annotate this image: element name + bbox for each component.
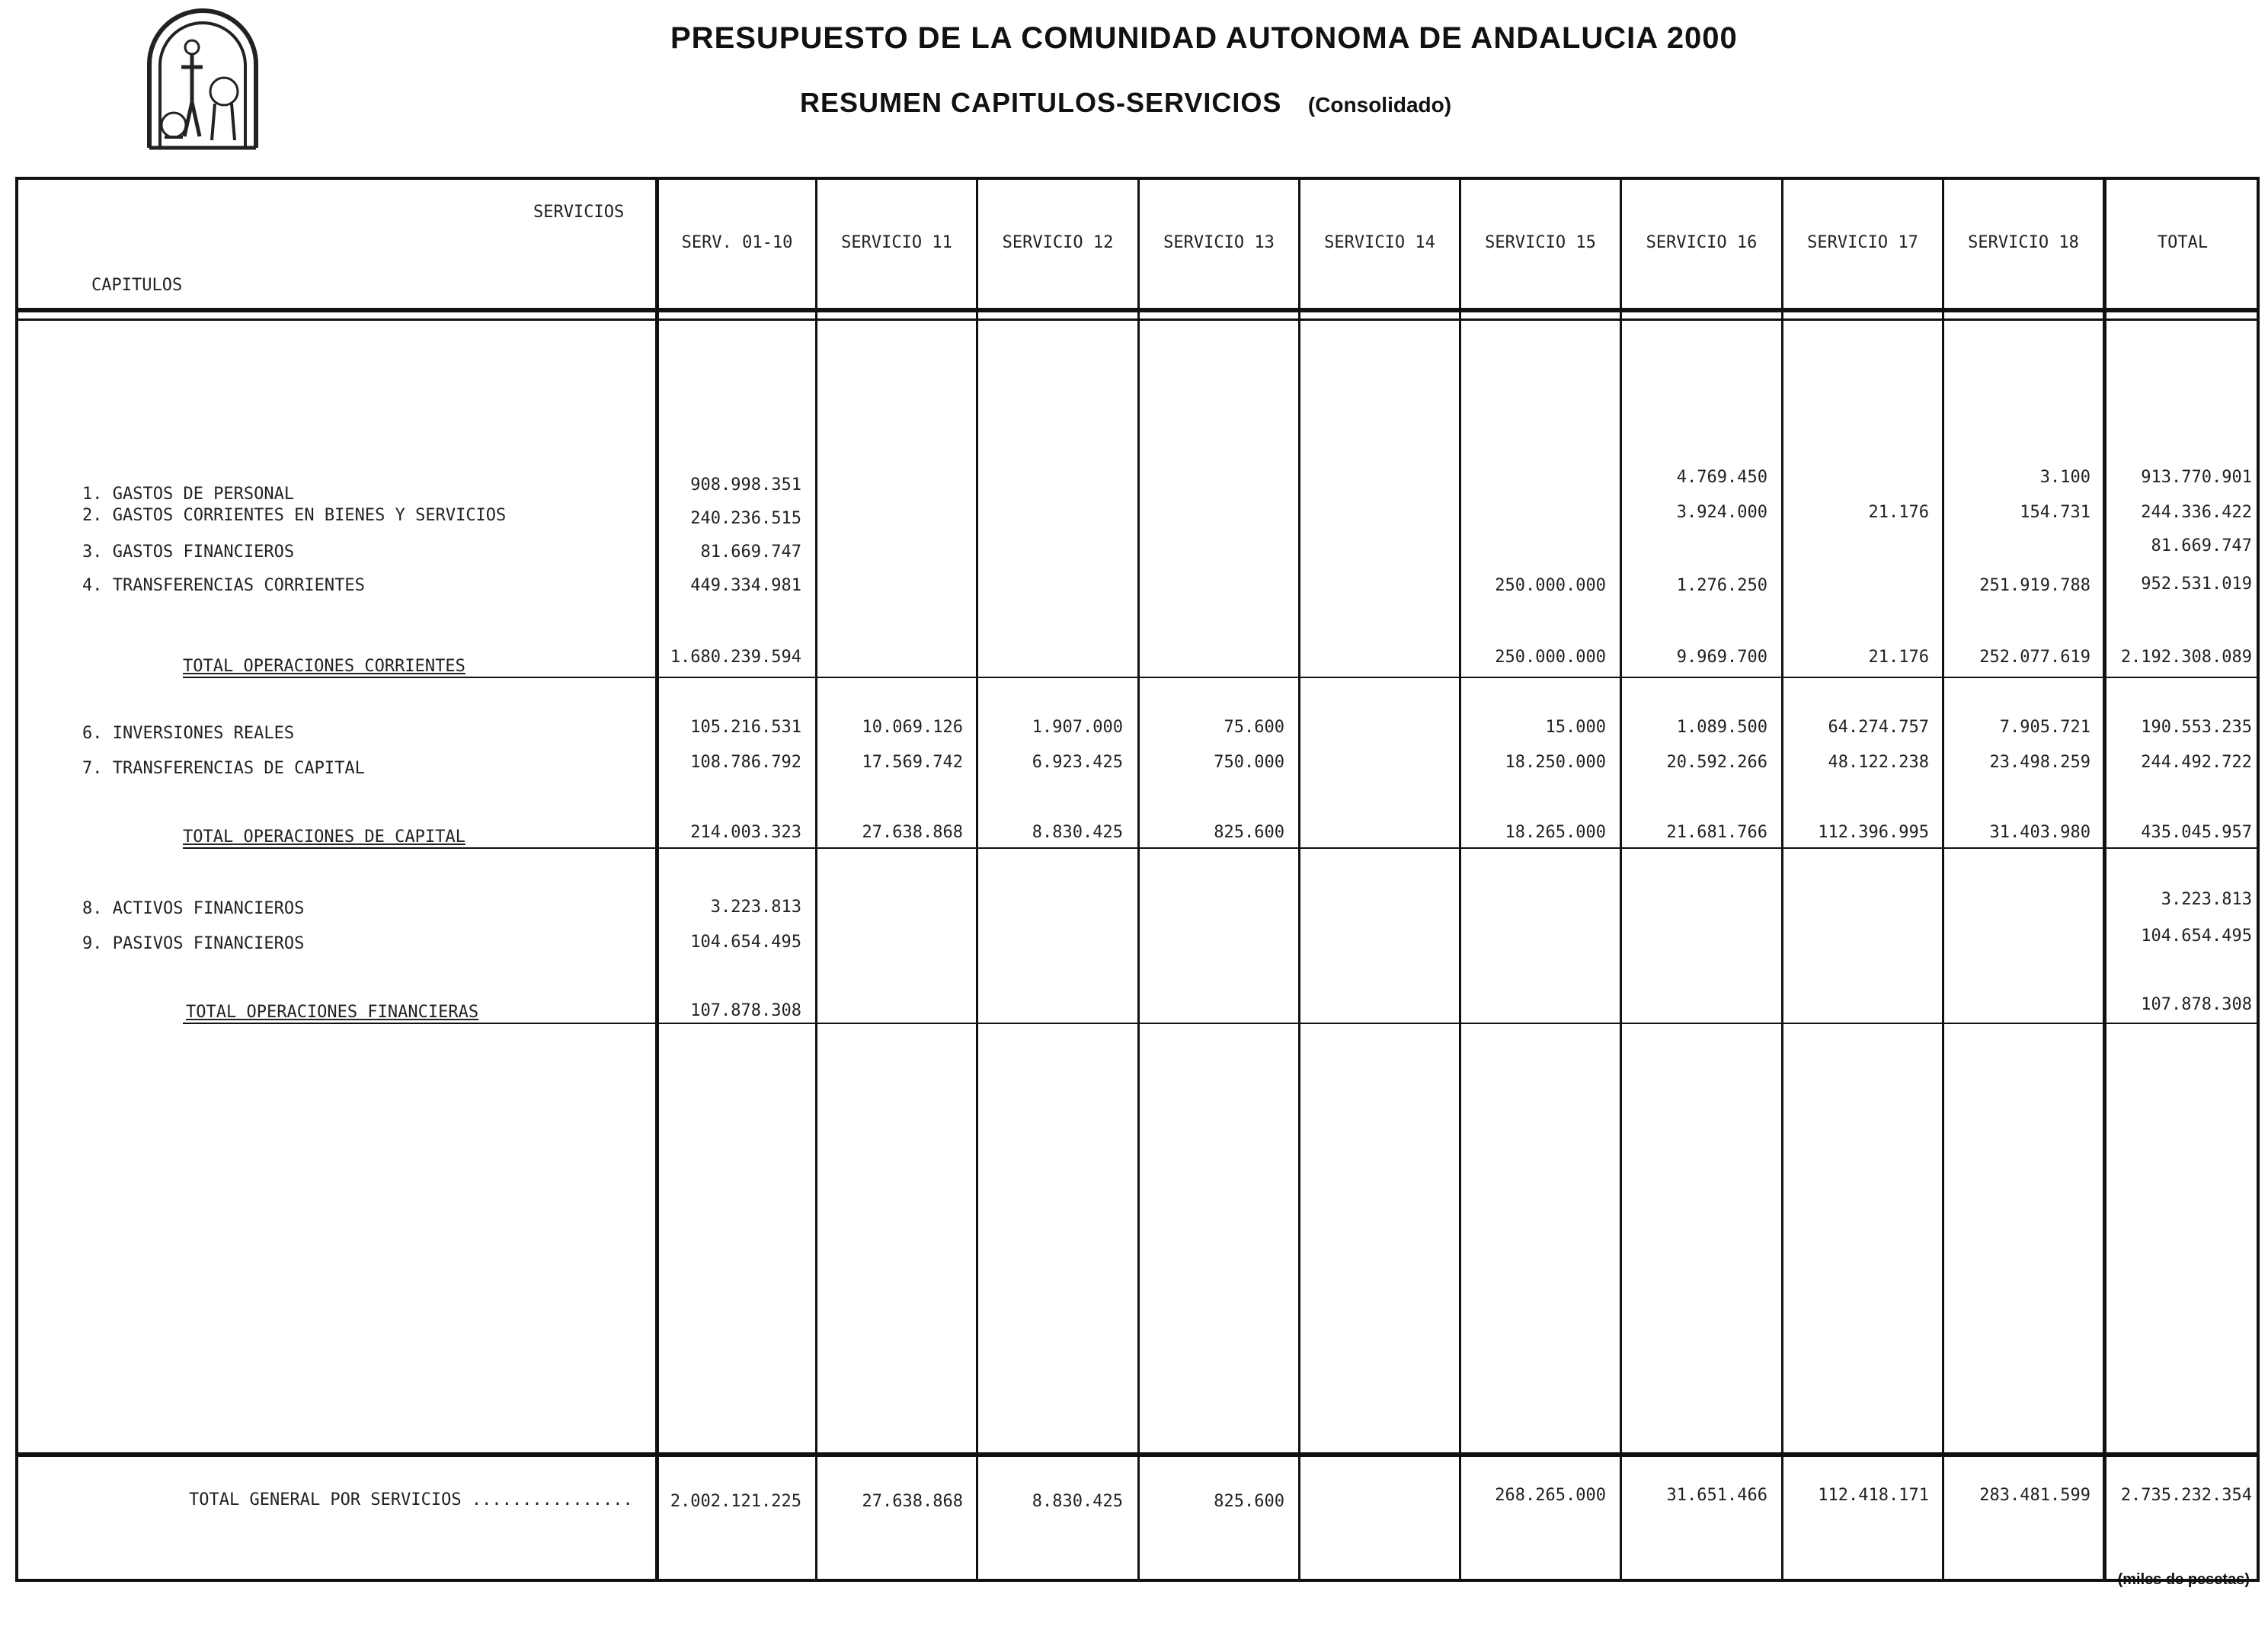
column-header: SERVICIO 14 — [1324, 233, 1435, 252]
column-header: SERVICIO 11 — [841, 233, 952, 252]
row-label: TOTAL GENERAL POR SERVICIOS ................ — [189, 1490, 633, 1509]
page-title: PRESUPUESTO DE LA COMUNIDAD AUTONOMA DE ANDALUCIA 2000 — [670, 21, 1738, 55]
row-label: 3. GASTOS FINANCIEROS — [82, 543, 295, 562]
table-cell: 2.192.308.089 — [2120, 648, 2252, 667]
row-label: 4. TRANSFERENCIAS CORRIENTES — [82, 576, 365, 595]
table-cell: 104.654.495 — [2141, 927, 2252, 946]
table-cell: 250.000.000 — [1495, 576, 1606, 595]
column-header: SERVICIO 16 — [1646, 233, 1758, 252]
table-cell: 1.276.250 — [1676, 576, 1767, 595]
table-cell: 825.600 — [1214, 1492, 1284, 1511]
table-cell: 449.334.981 — [690, 576, 801, 595]
table-cell: 268.265.000 — [1495, 1486, 1606, 1505]
table-cell: 81.669.747 — [700, 543, 801, 562]
table-divider — [655, 177, 659, 1582]
table-cell: 112.418.171 — [1818, 1486, 1929, 1505]
table-cell: 64.274.757 — [1828, 718, 1929, 737]
corner-label-capitulos: CAPITULOS — [91, 276, 183, 295]
table-cell: 825.600 — [1214, 823, 1284, 842]
table-cell: 6.923.425 — [1032, 753, 1123, 772]
table-divider — [1781, 177, 1783, 1582]
table-cell: 252.077.619 — [1979, 648, 2090, 667]
table-cell: 1.680.239.594 — [670, 648, 801, 667]
table-cell: 2.735.232.354 — [2120, 1486, 2252, 1505]
table-divider — [976, 177, 978, 1582]
column-header: SERVICIO 13 — [1163, 233, 1275, 252]
table-cell: 108.786.792 — [690, 753, 801, 772]
subtitle-line — [800, 87, 1451, 119]
table-cell: 7.905.721 — [1999, 718, 2090, 737]
table-cell: 2.002.121.225 — [670, 1492, 801, 1511]
table-cell: 244.336.422 — [2141, 503, 2252, 522]
column-header: TOTAL — [2157, 233, 2209, 252]
table-cell: 107.878.308 — [2141, 995, 2252, 1014]
table-divider — [2103, 177, 2106, 1582]
table-cell: 75.600 — [1224, 718, 1284, 737]
row-label: 1. GASTOS DE PERSONAL — [82, 485, 295, 504]
column-header: SERVICIO 18 — [1968, 233, 2079, 252]
table-cell: 1.089.500 — [1676, 718, 1767, 737]
column-header: SERVICIO 15 — [1485, 233, 1596, 252]
table-cell: 21.176 — [1868, 648, 1929, 667]
row-label: 8. ACTIVOS FINANCIEROS — [82, 899, 305, 918]
table-cell: 8.830.425 — [1032, 823, 1123, 842]
table-cell: 15.000 — [1545, 718, 1606, 737]
table-cell: 31.403.980 — [1989, 823, 2090, 842]
table-cell: 750.000 — [1214, 753, 1284, 772]
table-cell: 104.654.495 — [690, 933, 801, 952]
table-cell: 3.100 — [2039, 468, 2090, 487]
table-cell: 190.553.235 — [2141, 718, 2252, 737]
andalucia-coat-of-arms-icon — [142, 3, 264, 152]
table-cell: 105.216.531 — [690, 718, 801, 737]
subtotal-rule — [183, 677, 2260, 678]
header-rule — [15, 308, 2260, 312]
table-cell: 31.651.466 — [1666, 1486, 1767, 1505]
table-cell: 251.919.788 — [1979, 576, 2090, 595]
table-cell: 112.396.995 — [1818, 823, 1929, 842]
table-cell: 20.592.266 — [1666, 753, 1767, 772]
table-divider — [815, 177, 817, 1582]
table-divider — [1298, 177, 1300, 1582]
table-cell: 8.830.425 — [1032, 1492, 1123, 1511]
row-label: TOTAL OPERACIONES FINANCIERAS — [186, 1003, 479, 1022]
table-cell: 18.265.000 — [1505, 823, 1606, 842]
table-cell: 3.924.000 — [1676, 503, 1767, 522]
table-cell: 240.236.515 — [690, 509, 801, 528]
table-cell: 913.770.901 — [2141, 468, 2252, 487]
table-cell: 3.223.813 — [710, 898, 801, 917]
row-label: 7. TRANSFERENCIAS DE CAPITAL — [82, 759, 365, 778]
footer-rule — [15, 1452, 2260, 1457]
table-cell: 48.122.238 — [1828, 753, 1929, 772]
table-cell: 9.969.700 — [1676, 648, 1767, 667]
table-cell: 3.223.813 — [2161, 890, 2252, 909]
table-cell: 18.250.000 — [1505, 753, 1606, 772]
table-cell: 283.481.599 — [1979, 1486, 2090, 1505]
corner-label-servicios: SERVICIOS — [533, 203, 625, 222]
table-divider — [1620, 177, 1622, 1582]
row-label: 6. INVERSIONES REALES — [82, 724, 295, 743]
table-cell: 435.045.957 — [2141, 823, 2252, 842]
table-cell: 250.000.000 — [1495, 648, 1606, 667]
units-note: (miles de pesetas) — [2117, 1571, 2250, 1588]
header-rule — [15, 319, 2260, 321]
table-cell: 908.998.351 — [690, 475, 801, 495]
table-cell: 17.569.742 — [862, 753, 963, 772]
table-cell: 214.003.323 — [690, 823, 801, 842]
table-cell: 4.769.450 — [1676, 468, 1767, 487]
subtitle-note: (Consolidado) — [1307, 93, 1452, 117]
row-label: TOTAL OPERACIONES CORRIENTES — [183, 657, 465, 676]
table-cell: 23.498.259 — [1989, 753, 2090, 772]
table-cell: 952.531.019 — [2141, 575, 2252, 594]
table-divider — [1942, 177, 1944, 1582]
row-label: TOTAL OPERACIONES DE CAPITAL — [183, 828, 465, 847]
column-header: SERV. 01-10 — [681, 233, 793, 252]
subtotal-rule — [183, 847, 2260, 849]
table-cell: 107.878.308 — [690, 1001, 801, 1020]
table-cell: 27.638.868 — [862, 823, 963, 842]
table-divider — [1137, 177, 1140, 1582]
table-cell: 244.492.722 — [2141, 753, 2252, 772]
table-cell: 21.681.766 — [1666, 823, 1767, 842]
column-header: SERVICIO 12 — [1002, 233, 1114, 252]
table-cell: 154.731 — [2020, 503, 2090, 522]
table-cell: 10.069.126 — [862, 718, 963, 737]
table-cell: 21.176 — [1868, 503, 1929, 522]
table-cell: 81.669.747 — [2151, 536, 2252, 555]
row-label: 9. PASIVOS FINANCIEROS — [82, 934, 305, 953]
page-subtitle: RESUMEN CAPITULOS-SERVICIOS — [800, 87, 1282, 118]
subtotal-rule — [183, 1023, 2260, 1024]
row-label: 2. GASTOS CORRIENTES EN BIENES Y SERVICIOS — [82, 506, 507, 525]
table-divider — [1459, 177, 1461, 1582]
table-cell: 1.907.000 — [1032, 718, 1123, 737]
table-cell: 27.638.868 — [862, 1492, 963, 1511]
column-header: SERVICIO 17 — [1807, 233, 1918, 252]
